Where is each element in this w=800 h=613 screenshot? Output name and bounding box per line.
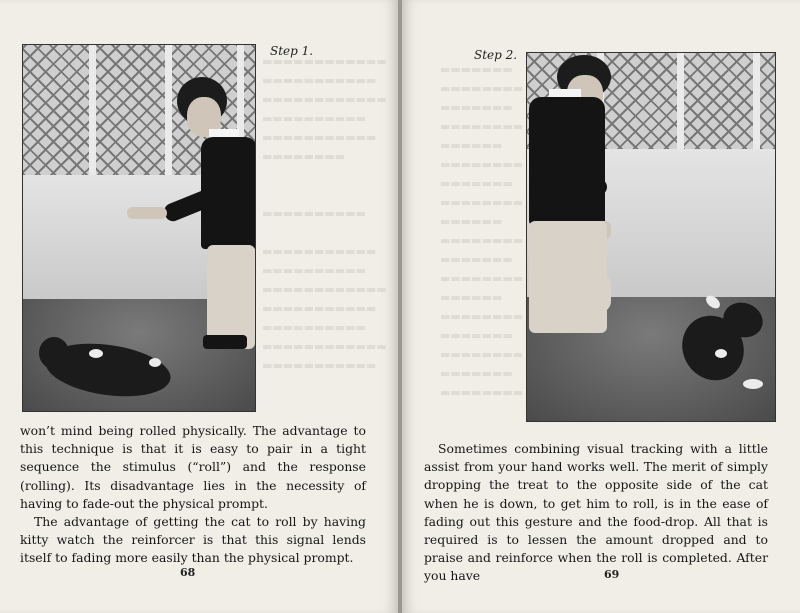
right-page xyxy=(402,0,800,613)
man-arm xyxy=(567,179,607,195)
step-caption: Step 1. xyxy=(270,44,314,58)
page-number: 69 xyxy=(604,568,620,581)
cat-paw xyxy=(743,379,763,389)
paragraph: The advantage of getting the cat to roll by having kitty watch the reinforcer is that this signal lends itself to fading more easily than the physical prompt. xyxy=(20,514,366,566)
paragraph: won’t mind being rolled physically. The advantage to this technique is that it is easy to pair in a tight sequence the stimulus (“roll”) and the response (rolling). Its disadvantage lies in the necessity of having to fade-out the physical prompt. xyxy=(20,423,366,511)
show-through-text: ▬▬▬▬▬▬▬ ▬▬▬▬▬▬▬▬ ▬▬▬▬▬▬▬ ▬▬▬▬▬▬▬▬ ▬▬▬▬▬▬ ▬▬▬▬▬▬▬▬ ▬▬▬▬▬▬▬ ▬▬▬▬▬▬▬▬ ▬▬▬▬▬▬ ▬▬▬▬▬▬▬▬ ▬▬▬▬▬▬▬ ▬▬▬▬▬▬▬▬ ▬▬▬▬▬▬ ▬▬▬▬▬▬▬▬ ▬▬▬▬▬▬▬ ▬▬▬▬▬▬▬▬ ▬▬▬▬▬▬▬ ▬▬▬▬▬▬▬▬ xyxy=(440,63,524,399)
cat-head xyxy=(39,337,69,369)
cat-paw xyxy=(149,358,161,367)
right-body-text xyxy=(424,440,768,586)
man-hand xyxy=(127,207,167,219)
cat-paw xyxy=(715,349,727,358)
show-through-text: ▬▬▬▬▬▬▬▬▬▬▬▬ ▬▬▬▬▬▬▬▬▬▬▬ ▬▬▬▬▬▬▬▬▬▬▬▬ ▬▬▬▬▬▬▬▬▬▬ ▬▬▬▬▬▬▬▬▬▬▬ ▬▬▬▬▬▬▬▬ ▬▬▬▬▬▬▬▬▬▬ ▬▬▬▬▬▬▬▬▬▬▬ ▬▬▬▬▬▬▬▬▬▬ ▬▬▬▬▬▬▬▬▬▬▬▬ ▬▬▬▬▬▬▬▬▬▬▬ ▬▬▬▬▬▬▬▬▬▬ ▬▬▬▬▬▬▬▬▬▬▬▬ ▬▬▬▬▬▬▬▬▬▬▬ xyxy=(262,55,387,372)
step-caption: Step 2. xyxy=(474,48,518,62)
man-knee xyxy=(571,273,611,313)
man-sweater xyxy=(529,97,605,225)
paragraph: Sometimes combining visual tracking with a little assist from your hand works well. The merit of simply dropping the treat to the opposite side of the cat when he is down, to get him to roll, is in the ease of fading out this gesture and the food-drop. All that is required is to lessen the amount dropped and to praise and reinforce when the roll is completed. After you have xyxy=(424,441,768,584)
step1-photo xyxy=(22,44,256,412)
page-number: 68 xyxy=(180,566,196,579)
left-body-text xyxy=(20,422,366,568)
man-shoe xyxy=(203,335,247,349)
step2-photo xyxy=(526,52,776,422)
left-page xyxy=(0,0,398,613)
cat-paw xyxy=(89,349,103,358)
man-pants xyxy=(207,245,255,349)
